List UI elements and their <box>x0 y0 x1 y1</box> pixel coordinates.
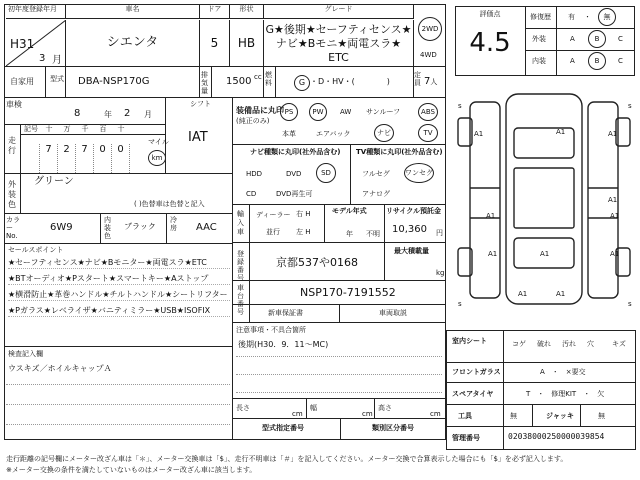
tv-label-text: TV種類に丸印 <box>356 148 402 156</box>
tv-label <box>356 148 443 156</box>
fuel-cell <box>276 67 414 97</box>
ext-grade-c: C <box>618 35 623 43</box>
height-label: 高さ <box>378 404 392 412</box>
width-unit: cm <box>362 410 373 418</box>
repair-yes: 有 <box>568 13 575 21</box>
chassis-label: 車台番号 <box>237 284 244 316</box>
seat-item: 破れ <box>537 340 551 348</box>
ac-value: AAC <box>196 222 217 233</box>
glass-label: フロントガラス <box>452 368 501 376</box>
exterior-label: 外装色 <box>8 180 16 209</box>
yen-unit: 円 <box>436 229 443 237</box>
grade-value <box>264 20 414 66</box>
mgmt-label: 管理番号 <box>452 434 480 442</box>
mileage-label: 走行 <box>8 136 16 155</box>
shift-label: シフト <box>190 100 211 108</box>
height-unit: cm <box>430 410 441 418</box>
mileage-digit: 7 <box>76 144 94 173</box>
month-unit: 月 <box>52 55 62 66</box>
sales-point-line: ★BTオーディオ★Pスタート★スマートキー★Aストップ <box>8 274 230 285</box>
repair-no: 無 <box>598 8 616 26</box>
reg-era: H31 <box>10 37 35 51</box>
shift-value: IAT <box>188 130 208 145</box>
nav-hdd: HDD <box>246 170 263 178</box>
grade-line-1: G★後期★セーフティセンス★ <box>265 23 412 36</box>
tv-analog: アナログ <box>362 190 390 198</box>
mileage-digit: 2 <box>58 144 76 173</box>
diagram-a1-2: A1 <box>474 130 484 138</box>
sales-point-line: ★横滑防止★革巻ハンドル★チルトハンドル★シートリフター <box>8 290 230 301</box>
diagram-s-right-top: s <box>628 102 632 110</box>
diagram-a1-5: A1 <box>486 212 496 220</box>
capacity-value: 7 <box>424 76 431 87</box>
ac-label: 冷房 <box>170 216 177 232</box>
drive-4wd: 4WD <box>420 51 437 59</box>
class-no-label: 類別区分番号 <box>372 424 414 432</box>
mileage-digit: 0 <box>94 144 112 173</box>
nav-dvd-play: DVD再生可 <box>276 190 313 198</box>
mileage-digit-header: 百 <box>99 125 107 133</box>
model-value: DBA-NSP170G <box>66 67 200 97</box>
sales-point-line: ★Pガラス★レベライザ★バニティミラー★USB★ISOFIX <box>8 306 230 317</box>
mileage-digit-header: 千 <box>81 125 89 133</box>
diagram-a1-11: A1 <box>556 290 566 298</box>
nav-cd: CD <box>246 190 257 198</box>
inspection-month: 2 <box>124 108 131 119</box>
int-grade-a: A <box>570 57 575 65</box>
kg-unit: kg <box>436 269 445 277</box>
registration-label: 登録番号 <box>237 250 244 282</box>
mileage-digit: 7 <box>40 144 58 173</box>
tv-sub: (社外品含む) <box>401 148 443 156</box>
nav-sd: SD <box>316 163 336 183</box>
tv-fullseg: フルセグ <box>362 170 390 178</box>
registration-value: 京都537や0168 <box>276 256 358 269</box>
grade-label: グレード <box>264 5 414 19</box>
equip-navi: ナビ <box>374 124 394 142</box>
shape-label: 形状 <box>230 5 264 19</box>
diagram-a1-3: A1 <box>608 130 618 138</box>
interior-label: 内装色 <box>104 216 111 240</box>
diagram-a1-4: A1 <box>608 196 618 204</box>
nav-dvd: DVD <box>286 170 302 178</box>
diagram-s-right-bottom: s <box>628 300 632 308</box>
diagram-a1-8: A1 <box>540 250 550 258</box>
equip-airbag: エアバック <box>316 130 351 138</box>
cc-unit: cc <box>254 73 262 81</box>
reg-month: 3 <box>39 53 46 64</box>
ext-grade-label: 外装 <box>532 35 546 43</box>
displacement-number: 1500 <box>226 76 252 87</box>
equip-abs: ABS <box>418 103 438 121</box>
diagram-s-left-bottom: s <box>458 300 462 308</box>
door-label: ドア <box>200 5 230 19</box>
int-grade-label: 内装 <box>532 57 546 65</box>
model-year-year: 年 <box>346 230 353 238</box>
mileage-digit-header: 十 <box>45 125 53 133</box>
diagram-a1-9: A1 <box>610 250 620 258</box>
equip-sunroof: サンルーフ <box>366 108 401 116</box>
seat-item: コゲ <box>512 340 526 348</box>
inspector-label: 検査記入欄 <box>8 350 43 358</box>
spare-label: スペアタイヤ <box>452 390 494 398</box>
reg-diagonal <box>6 20 66 66</box>
mgmt-value: 02038000250000039854 <box>508 432 605 441</box>
ext-grade-a: A <box>570 35 575 43</box>
displacement-value <box>212 67 264 97</box>
nav-label-text: ナビ種類に丸印 <box>250 148 299 156</box>
diagram-s-left-top: s <box>458 102 462 110</box>
diagram-a1-6: A1 <box>610 212 620 220</box>
recycle-value: 10,360 <box>392 224 427 235</box>
capacity-label: 定員 <box>414 71 421 87</box>
seat-item: 汚れ <box>562 340 576 348</box>
score-value: 4.5 <box>469 28 511 58</box>
km-circled: km <box>148 150 166 166</box>
grade-line-2: ナビ★Bモニ★両電スラ★ <box>275 37 402 50</box>
sales-points-label: セールスポイント <box>8 246 64 254</box>
diagram-a1-1: A1 <box>556 128 566 136</box>
tools-value: 無 <box>510 412 517 420</box>
equip-tv: TV <box>418 124 438 142</box>
seat-label: 室内シート <box>452 337 487 345</box>
use-value: 自家用 <box>6 67 46 97</box>
inspection-year: 8 <box>74 108 81 119</box>
equipment-sub: (純正のみ) <box>236 117 270 125</box>
mile-label: マイル <box>148 138 169 146</box>
import-parallel: 並行 <box>266 228 280 236</box>
mileage-digit <box>22 144 40 173</box>
spare-value: T ・ 修理KIT ・ 欠 <box>526 390 605 398</box>
nav-label <box>250 148 340 156</box>
color-code: 6W9 <box>50 222 73 233</box>
reg-year-label: 初年度登録年月 <box>6 5 66 19</box>
inspection-month-unit: 月 <box>144 110 152 119</box>
import-label: 輸入車 <box>237 210 244 236</box>
import-dealer: ディーラー <box>256 211 291 219</box>
seat-item: 穴 <box>587 340 594 348</box>
vehicle-manual: 車両取説 <box>379 309 407 317</box>
equipment-label: 装備品に丸印 <box>236 106 284 115</box>
displacement-label: 排気量 <box>200 67 212 97</box>
special-label: 注意事項・不具合箇所 <box>236 326 306 334</box>
new-car-warranty: 新車保証書 <box>232 304 340 322</box>
jack-label: ジャッキ <box>546 412 574 420</box>
grade-line-3: ETC <box>328 51 349 64</box>
score-label: 評価点 <box>479 10 501 18</box>
equip-leather: 本革 <box>282 130 296 138</box>
model-year-label: モデル年式 <box>332 207 367 215</box>
repair-sep: ・ <box>584 13 591 21</box>
type-spec-label: 型式指定番号 <box>262 424 304 432</box>
width-label: 幅 <box>310 404 317 412</box>
footer-line-2: ※メーター交換の条件を満たしていないものはメーター改ざん車に該当します。 <box>6 466 257 474</box>
equip-aw: AW <box>340 108 352 116</box>
shape-value: HB <box>230 20 264 66</box>
max-load-label: 最大積載量 <box>394 247 429 255</box>
mileage-digit-header: 十 <box>117 125 125 133</box>
hand-left: 左 H <box>296 228 311 236</box>
persons-unit: 人 <box>430 78 438 86</box>
color-code-label: カラーNo. <box>6 216 20 240</box>
fuel-rest: ・D・HV・( ) <box>310 77 390 86</box>
int-grade-b: B <box>588 52 606 70</box>
recycle-label: リサイクル預託金 <box>386 207 442 215</box>
diagram-a1-10: A1 <box>518 290 528 298</box>
ext-grade-b: B <box>588 30 606 48</box>
car-name-label: 車名 <box>66 5 200 19</box>
inspector-text: ウスキズ／ホイルキャップＡ <box>8 364 112 373</box>
door-value: 5 <box>200 20 230 66</box>
sales-point-line: ★セーフティセンス★ナビ★Bモニター★両電スラ★ETC <box>8 258 230 269</box>
fuel-label: 燃料 <box>264 67 276 97</box>
equip-ps: PS <box>280 103 298 121</box>
special-text: 後期(H30．9．11～MC) <box>238 340 329 349</box>
model-year-unknown: 不明 <box>366 230 380 238</box>
drive-2wd: 2WD <box>418 17 442 41</box>
tools-label: 工具 <box>458 412 472 420</box>
equip-pw: PW <box>309 103 327 121</box>
drive-cell <box>414 5 446 66</box>
glass-value: A ・ ×要交 <box>540 368 586 376</box>
footer-line-1: 走行距離の記号欄にメーター改ざん車は「＊」、メーター交換車は「$」、走行不明車は「＃」を記入してください。メーター交換で合算表示した場合にも「$」を必ず記入します。 <box>6 455 568 463</box>
chassis-value: NSP170-7191552 <box>300 286 396 299</box>
hand-right: 右 H <box>296 210 311 218</box>
mileage-digit-header: 万 <box>63 125 71 133</box>
capacity-cell <box>424 67 446 97</box>
jack-value: 無 <box>598 412 605 420</box>
nav-sub: (社外品含む) <box>299 148 341 156</box>
tv-oneseg: ワンセグ <box>404 163 434 183</box>
exterior-note: ( )色替車は色替と記入 <box>134 200 205 208</box>
diagram-a1-7: A1 <box>488 250 498 258</box>
car-damage-diagram <box>450 88 638 320</box>
length-unit: cm <box>292 410 303 418</box>
mileage-digit: 0 <box>112 144 130 173</box>
car-name: シエンタ <box>66 20 200 66</box>
model-label: 型式 <box>46 67 66 97</box>
inspection-year-unit: 年 <box>104 110 112 119</box>
int-grade-c: C <box>618 57 623 65</box>
exterior-color: グリーン <box>34 176 74 187</box>
repair-label: 修復歴 <box>530 13 551 21</box>
inspection-label: 車検 <box>6 100 22 109</box>
length-label: 長さ <box>236 404 250 412</box>
mileage-digit-header: 記号 <box>24 125 38 133</box>
fuel-g: G <box>294 75 310 91</box>
seat-item: キズ <box>612 340 626 348</box>
interior-value: ブラック <box>124 222 156 231</box>
